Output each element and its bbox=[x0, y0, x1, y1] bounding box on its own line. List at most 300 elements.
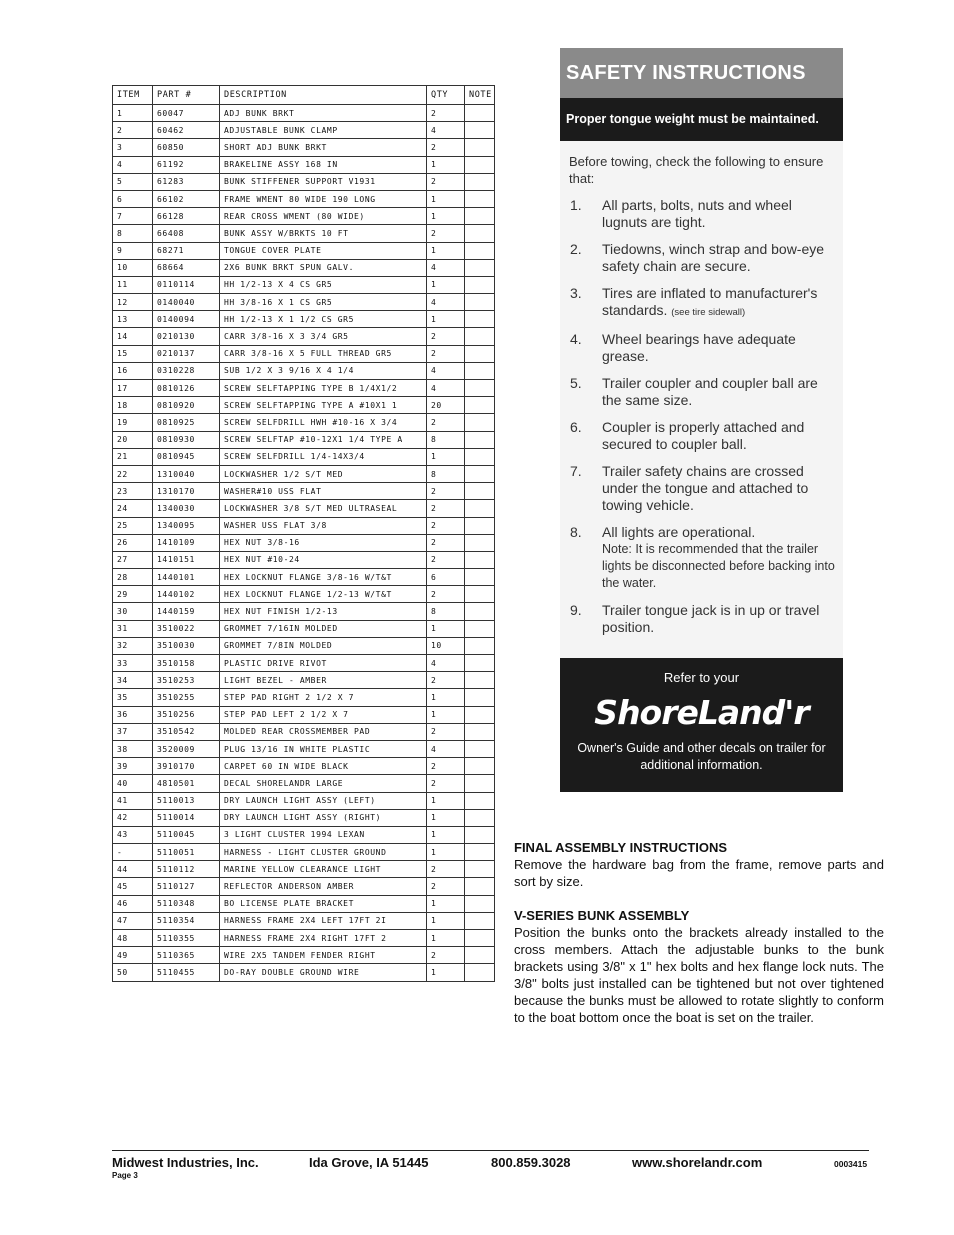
cell-item: 47 bbox=[113, 912, 153, 929]
cell-part: 0310228 bbox=[153, 362, 220, 379]
cell-description: CARPET 60 IN WIDE BLACK bbox=[220, 758, 427, 775]
cell-item: 4 bbox=[113, 156, 153, 173]
cell-qty: 1 bbox=[427, 792, 465, 809]
table-row bbox=[113, 895, 495, 912]
refer-text: Refer to your bbox=[663, 670, 740, 685]
cell-description: HEX LOCKNUT FLANGE 1/2-13 W/T&T bbox=[220, 586, 427, 603]
cell-description: CARR 3/8-16 X 5 FULL THREAD GR5 bbox=[220, 345, 427, 362]
cell-description: HARNESS - LIGHT CLUSTER GROUND bbox=[220, 844, 427, 861]
cell-note bbox=[465, 122, 495, 139]
table-row bbox=[113, 225, 495, 242]
cell-item: 23 bbox=[113, 483, 153, 500]
cell-part: 5110365 bbox=[153, 947, 220, 964]
safety-item bbox=[570, 331, 837, 365]
cell-description: DECAL SHORELANDR LARGE bbox=[220, 775, 427, 792]
cell-description: WASHER#10 USS FLAT bbox=[220, 483, 427, 500]
table-row bbox=[113, 672, 495, 689]
cell-qty: 1 bbox=[427, 964, 465, 981]
cell-note bbox=[465, 397, 495, 414]
cell-part: 3510253 bbox=[153, 672, 220, 689]
cell-item: 12 bbox=[113, 294, 153, 311]
cell-note bbox=[465, 655, 495, 672]
header-note: NOTE bbox=[465, 86, 495, 105]
header-description: DESCRIPTION bbox=[220, 86, 427, 105]
table-row bbox=[113, 826, 495, 843]
cell-description: WIRE 2X5 TANDEM FENDER RIGHT bbox=[220, 947, 427, 964]
cell-description: SHORT ADJ BUNK BRKT bbox=[220, 139, 427, 156]
cell-qty: 2 bbox=[427, 517, 465, 534]
table-row bbox=[113, 483, 495, 500]
shorelandr-logo: ShoreLand'r bbox=[594, 693, 809, 732]
safety-item bbox=[570, 602, 837, 636]
safety-instructions-panel bbox=[560, 48, 843, 792]
table-row bbox=[113, 637, 495, 654]
cell-qty: 1 bbox=[427, 156, 465, 173]
cell-note bbox=[465, 173, 495, 190]
cell-qty: 2 bbox=[427, 672, 465, 689]
cell-note bbox=[465, 603, 495, 620]
table-row bbox=[113, 465, 495, 482]
cell-item: 16 bbox=[113, 362, 153, 379]
table-row bbox=[113, 414, 495, 431]
cell-item: 36 bbox=[113, 706, 153, 723]
cell-note bbox=[465, 964, 495, 981]
safety-item bbox=[570, 241, 837, 275]
cell-note bbox=[465, 328, 495, 345]
cell-qty: 1 bbox=[427, 706, 465, 723]
cell-qty: 1 bbox=[427, 809, 465, 826]
cell-qty: 4 bbox=[427, 294, 465, 311]
cell-part: 3510256 bbox=[153, 706, 220, 723]
cell-note bbox=[465, 380, 495, 397]
cell-item: 1 bbox=[113, 105, 153, 122]
table-row bbox=[113, 208, 495, 225]
table-row bbox=[113, 311, 495, 328]
safety-item-number: 4. bbox=[570, 331, 582, 347]
cell-description: BRAKELINE ASSY 168 IN bbox=[220, 156, 427, 173]
cell-qty: 1 bbox=[427, 895, 465, 912]
cell-item: 10 bbox=[113, 259, 153, 276]
cell-description: HH 1/2-13 X 4 CS GR5 bbox=[220, 276, 427, 293]
footer-city: Ida Grove, IA 51445 bbox=[309, 1155, 429, 1170]
cell-qty: 4 bbox=[427, 380, 465, 397]
table-row bbox=[113, 105, 495, 122]
assembly-instructions bbox=[514, 839, 884, 1026]
cell-qty: 2 bbox=[427, 775, 465, 792]
cell-qty: 10 bbox=[427, 637, 465, 654]
cell-description: HH 3/8-16 X 1 CS GR5 bbox=[220, 294, 427, 311]
table-row bbox=[113, 809, 495, 826]
cell-note bbox=[465, 912, 495, 929]
cell-description: MOLDED REAR CROSSMEMBER PAD bbox=[220, 723, 427, 740]
table-row bbox=[113, 362, 495, 379]
cell-part: 68664 bbox=[153, 259, 220, 276]
cell-qty: 4 bbox=[427, 259, 465, 276]
table-row bbox=[113, 156, 495, 173]
cell-note bbox=[465, 534, 495, 551]
cell-item: 21 bbox=[113, 448, 153, 465]
safety-title: SAFETY INSTRUCTIONS bbox=[560, 48, 843, 98]
cell-item: 2 bbox=[113, 122, 153, 139]
cell-description: 3 LIGHT CLUSTER 1994 LEXAN bbox=[220, 826, 427, 843]
cell-item: 7 bbox=[113, 208, 153, 225]
table-row bbox=[113, 551, 495, 568]
cell-part: 3510542 bbox=[153, 723, 220, 740]
safety-item-text: Tires are inflated to manufacturer's standards. bbox=[602, 285, 818, 318]
bunk-assembly-text: Position the bunks onto the brackets already installed to the cross members. Attach the adjustable bunks to the bunk brackets using 3/8" x 1" hex bolts and hex flange lock nuts. The 3/8" bolts just installed can be tightened but not over tightened because the bunks must be allowed to rotate slightly to conform to the boat bottom once the boat is set on the trailer. bbox=[514, 925, 884, 1025]
cell-note bbox=[465, 190, 495, 207]
cell-part: 60850 bbox=[153, 139, 220, 156]
cell-item: 22 bbox=[113, 465, 153, 482]
cell-qty: 1 bbox=[427, 311, 465, 328]
table-row bbox=[113, 603, 495, 620]
safety-item-number: 6. bbox=[570, 419, 582, 435]
cell-qty: 2 bbox=[427, 551, 465, 568]
cell-note bbox=[465, 551, 495, 568]
safety-checklist bbox=[560, 197, 843, 636]
cell-part: 66408 bbox=[153, 225, 220, 242]
safety-item bbox=[570, 197, 837, 231]
cell-description: HEX NUT #10-24 bbox=[220, 551, 427, 568]
cell-qty: 4 bbox=[427, 740, 465, 757]
cell-note bbox=[465, 689, 495, 706]
cell-qty: 2 bbox=[427, 328, 465, 345]
cell-part: 1410109 bbox=[153, 534, 220, 551]
cell-note bbox=[465, 242, 495, 259]
table-row bbox=[113, 294, 495, 311]
cell-note bbox=[465, 740, 495, 757]
table-row bbox=[113, 431, 495, 448]
table-row bbox=[113, 758, 495, 775]
cell-note bbox=[465, 105, 495, 122]
cell-qty: 20 bbox=[427, 397, 465, 414]
table-row bbox=[113, 930, 495, 947]
safety-item-text: Coupler is properly attached and secured to coupler ball. bbox=[602, 419, 805, 452]
cell-description: PLASTIC DRIVE RIVOT bbox=[220, 655, 427, 672]
table-row bbox=[113, 861, 495, 878]
cell-note bbox=[465, 706, 495, 723]
cell-note bbox=[465, 414, 495, 431]
cell-description: ADJUSTABLE BUNK CLAMP bbox=[220, 122, 427, 139]
cell-qty: 8 bbox=[427, 465, 465, 482]
cell-description: REFLECTOR ANDERSON AMBER bbox=[220, 878, 427, 895]
cell-item: 28 bbox=[113, 569, 153, 586]
safety-item bbox=[570, 419, 837, 453]
cell-description: PLUG 13/16 IN WHITE PLASTIC bbox=[220, 740, 427, 757]
table-header-row bbox=[113, 86, 495, 105]
cell-description: SCREW SELFTAP #10-12X1 1/4 TYPE A bbox=[220, 431, 427, 448]
cell-note bbox=[465, 844, 495, 861]
cell-item: 29 bbox=[113, 586, 153, 603]
table-row bbox=[113, 844, 495, 861]
table-row bbox=[113, 620, 495, 637]
cell-part: 66102 bbox=[153, 190, 220, 207]
cell-note bbox=[465, 792, 495, 809]
table-row bbox=[113, 706, 495, 723]
cell-description: LOCKWASHER 3/8 S/T MED ULTRASEAL bbox=[220, 500, 427, 517]
cell-qty: 2 bbox=[427, 225, 465, 242]
cell-description: BO LICENSE PLATE BRACKET bbox=[220, 895, 427, 912]
cell-description: FRAME WMENT 80 WIDE 190 LONG bbox=[220, 190, 427, 207]
cell-part: 1410151 bbox=[153, 551, 220, 568]
cell-part: 5110051 bbox=[153, 844, 220, 861]
cell-part: 0810920 bbox=[153, 397, 220, 414]
safety-banner: Proper tongue weight must be maintained. bbox=[560, 98, 843, 141]
safety-item-number: 3. bbox=[570, 285, 582, 301]
cell-description: LIGHT BEZEL - AMBER bbox=[220, 672, 427, 689]
cell-note bbox=[465, 775, 495, 792]
owner-guide-text: Owner's Guide and other decals on trailer for additional information. bbox=[577, 741, 826, 772]
cell-part: 3510158 bbox=[153, 655, 220, 672]
cell-part: 0140040 bbox=[153, 294, 220, 311]
footer bbox=[112, 1155, 869, 1175]
table-row bbox=[113, 723, 495, 740]
table-row bbox=[113, 689, 495, 706]
table-row bbox=[113, 655, 495, 672]
cell-item: 45 bbox=[113, 878, 153, 895]
cell-part: 5110014 bbox=[153, 809, 220, 826]
page-number: Page 3 bbox=[112, 1171, 138, 1180]
cell-note bbox=[465, 826, 495, 843]
shorelandr-box bbox=[560, 658, 843, 792]
cell-item: 46 bbox=[113, 895, 153, 912]
cell-part: 5110355 bbox=[153, 930, 220, 947]
cell-qty: 8 bbox=[427, 603, 465, 620]
cell-note bbox=[465, 758, 495, 775]
cell-qty: 2 bbox=[427, 723, 465, 740]
cell-qty: 2 bbox=[427, 534, 465, 551]
table-row bbox=[113, 792, 495, 809]
safety-item-number: 1. bbox=[570, 197, 582, 213]
cell-note bbox=[465, 500, 495, 517]
table-row bbox=[113, 964, 495, 981]
cell-note bbox=[465, 362, 495, 379]
cell-description: MARINE YELLOW CLEARANCE LIGHT bbox=[220, 861, 427, 878]
table-row bbox=[113, 380, 495, 397]
table-row bbox=[113, 259, 495, 276]
cell-part: 4810501 bbox=[153, 775, 220, 792]
cell-description: DRY LAUNCH LIGHT ASSY (RIGHT) bbox=[220, 809, 427, 826]
cell-qty: 1 bbox=[427, 844, 465, 861]
cell-note bbox=[465, 517, 495, 534]
safety-item-hint: (see tire sidewall) bbox=[671, 307, 746, 318]
cell-description: GROMMET 7/16IN MOLDED bbox=[220, 620, 427, 637]
parts-table-body bbox=[113, 105, 495, 982]
cell-item: 42 bbox=[113, 809, 153, 826]
cell-note bbox=[465, 930, 495, 947]
cell-item: 37 bbox=[113, 723, 153, 740]
cell-qty: 2 bbox=[427, 758, 465, 775]
cell-part: 5110045 bbox=[153, 826, 220, 843]
safety-item-number: 8. bbox=[570, 524, 582, 540]
cell-description: BUNK ASSY W/BRKTS 10 FT bbox=[220, 225, 427, 242]
safety-item-note: Note: It is recommended that the trailer lights be disconnected before backing into the water. bbox=[602, 542, 835, 590]
cell-note bbox=[465, 225, 495, 242]
cell-part: 0810126 bbox=[153, 380, 220, 397]
cell-description: SUB 1/2 X 3 9/16 X 4 1/4 bbox=[220, 362, 427, 379]
cell-qty: 1 bbox=[427, 620, 465, 637]
cell-note bbox=[465, 637, 495, 654]
cell-note bbox=[465, 809, 495, 826]
cell-note bbox=[465, 294, 495, 311]
cell-item: 3 bbox=[113, 139, 153, 156]
table-row bbox=[113, 190, 495, 207]
cell-note bbox=[465, 620, 495, 637]
safety-item-text: All lights are operational. bbox=[602, 524, 756, 540]
cell-item: 34 bbox=[113, 672, 153, 689]
cell-part: 0810925 bbox=[153, 414, 220, 431]
cell-description: CARR 3/8-16 X 3 3/4 GR5 bbox=[220, 328, 427, 345]
cell-part: 1310170 bbox=[153, 483, 220, 500]
cell-qty: 2 bbox=[427, 483, 465, 500]
table-row bbox=[113, 122, 495, 139]
cell-qty: 2 bbox=[427, 878, 465, 895]
cell-part: 5110112 bbox=[153, 861, 220, 878]
footer-doc-code: 0003415 bbox=[834, 1159, 868, 1169]
cell-item: 39 bbox=[113, 758, 153, 775]
cell-qty: 2 bbox=[427, 105, 465, 122]
cell-part: 60047 bbox=[153, 105, 220, 122]
header-qty: QTY bbox=[427, 86, 465, 105]
cell-qty: 1 bbox=[427, 448, 465, 465]
cell-description: STEP PAD RIGHT 2 1/2 X 7 bbox=[220, 689, 427, 706]
cell-description: REAR CROSS WMENT (80 WIDE) bbox=[220, 208, 427, 225]
cell-part: 1340095 bbox=[153, 517, 220, 534]
cell-qty: 1 bbox=[427, 208, 465, 225]
cell-item: 19 bbox=[113, 414, 153, 431]
cell-item: 18 bbox=[113, 397, 153, 414]
header-item: ITEM bbox=[113, 86, 153, 105]
cell-part: 1440159 bbox=[153, 603, 220, 620]
final-assembly-text: Remove the hardware bag from the frame, remove parts and sort by size. bbox=[514, 857, 884, 889]
footer-phone: 800.859.3028 bbox=[491, 1155, 571, 1170]
safety-item-number: 7. bbox=[570, 463, 582, 479]
cell-item: 48 bbox=[113, 930, 153, 947]
cell-qty: 2 bbox=[427, 345, 465, 362]
cell-description: 2X6 BUNK BRKT SPUN GALV. bbox=[220, 259, 427, 276]
cell-part: 0210137 bbox=[153, 345, 220, 362]
table-row bbox=[113, 242, 495, 259]
cell-item: 25 bbox=[113, 517, 153, 534]
cell-item: 5 bbox=[113, 173, 153, 190]
safety-item-number: 5. bbox=[570, 375, 582, 391]
cell-part: 0140094 bbox=[153, 311, 220, 328]
cell-description: HARNESS FRAME 2X4 RIGHT 17FT 2 bbox=[220, 930, 427, 947]
cell-description: SCREW SELFDRILL 1/4-14X3/4 bbox=[220, 448, 427, 465]
cell-item: 26 bbox=[113, 534, 153, 551]
cell-item: 33 bbox=[113, 655, 153, 672]
cell-description: DRY LAUNCH LIGHT ASSY (LEFT) bbox=[220, 792, 427, 809]
bunk-assembly-heading: V-SERIES BUNK ASSEMBLY bbox=[514, 908, 690, 923]
cell-part: 0210130 bbox=[153, 328, 220, 345]
cell-part: 5110013 bbox=[153, 792, 220, 809]
cell-part: 1310040 bbox=[153, 465, 220, 482]
safety-item bbox=[570, 463, 837, 514]
table-row bbox=[113, 534, 495, 551]
table-row bbox=[113, 397, 495, 414]
cell-item: 20 bbox=[113, 431, 153, 448]
cell-description: ADJ BUNK BRKT bbox=[220, 105, 427, 122]
cell-item: 44 bbox=[113, 861, 153, 878]
cell-note bbox=[465, 861, 495, 878]
cell-note bbox=[465, 311, 495, 328]
cell-part: 0110114 bbox=[153, 276, 220, 293]
cell-part: 3510255 bbox=[153, 689, 220, 706]
table-row bbox=[113, 448, 495, 465]
cell-qty: 4 bbox=[427, 655, 465, 672]
cell-part: 66128 bbox=[153, 208, 220, 225]
cell-note bbox=[465, 208, 495, 225]
cell-note bbox=[465, 431, 495, 448]
cell-part: 3910170 bbox=[153, 758, 220, 775]
cell-qty: 4 bbox=[427, 362, 465, 379]
header-part: PART # bbox=[153, 86, 220, 105]
cell-part: 5110354 bbox=[153, 912, 220, 929]
cell-note bbox=[465, 895, 495, 912]
cell-note bbox=[465, 586, 495, 603]
final-assembly-heading: FINAL ASSEMBLY INSTRUCTIONS bbox=[514, 840, 728, 855]
table-row bbox=[113, 947, 495, 964]
cell-part: 1440101 bbox=[153, 569, 220, 586]
cell-item: 31 bbox=[113, 620, 153, 637]
cell-description: SCREW SELFTAPPING TYPE A #10X1 1 bbox=[220, 397, 427, 414]
cell-qty: 4 bbox=[427, 122, 465, 139]
cell-qty: 1 bbox=[427, 276, 465, 293]
cell-description: TONGUE COVER PLATE bbox=[220, 242, 427, 259]
cell-part: 0810930 bbox=[153, 431, 220, 448]
cell-note bbox=[465, 259, 495, 276]
cell-item: 50 bbox=[113, 964, 153, 981]
cell-description: HEX LOCKNUT FLANGE 3/8-16 W/T&T bbox=[220, 569, 427, 586]
cell-item: 35 bbox=[113, 689, 153, 706]
table-row bbox=[113, 912, 495, 929]
footer-company: Midwest Industries, Inc. bbox=[112, 1155, 259, 1170]
table-row bbox=[113, 775, 495, 792]
safety-item bbox=[570, 524, 837, 592]
cell-note bbox=[465, 345, 495, 362]
table-row bbox=[113, 139, 495, 156]
cell-item: 8 bbox=[113, 225, 153, 242]
cell-part: 68271 bbox=[153, 242, 220, 259]
safety-item-text: Tiedowns, winch strap and bow-eye safety chain are secure. bbox=[602, 241, 825, 274]
cell-description: LOCKWASHER 1/2 S/T MED bbox=[220, 465, 427, 482]
cell-qty: 2 bbox=[427, 586, 465, 603]
cell-note bbox=[465, 448, 495, 465]
cell-qty: 2 bbox=[427, 500, 465, 517]
safety-item-number: 2. bbox=[570, 241, 582, 257]
cell-part: 5110348 bbox=[153, 895, 220, 912]
cell-part: 5110455 bbox=[153, 964, 220, 981]
cell-description: GROMMET 7/8IN MOLDED bbox=[220, 637, 427, 654]
cell-note bbox=[465, 569, 495, 586]
cell-part: 61283 bbox=[153, 173, 220, 190]
cell-part: 3510022 bbox=[153, 620, 220, 637]
cell-item: 13 bbox=[113, 311, 153, 328]
table-row bbox=[113, 328, 495, 345]
cell-description: HEX NUT 3/8-16 bbox=[220, 534, 427, 551]
cell-qty: 1 bbox=[427, 689, 465, 706]
parts-table bbox=[112, 85, 495, 982]
cell-note bbox=[465, 276, 495, 293]
cell-qty: 1 bbox=[427, 826, 465, 843]
table-row bbox=[113, 345, 495, 362]
table-row bbox=[113, 586, 495, 603]
cell-note bbox=[465, 139, 495, 156]
cell-item: 9 bbox=[113, 242, 153, 259]
safety-item-text: All parts, bolts, nuts and wheel lugnuts are tight. bbox=[602, 197, 792, 230]
safety-item-text: Trailer safety chains are crossed under the tongue and attached to towing vehicle. bbox=[602, 463, 809, 513]
cell-qty: 1 bbox=[427, 242, 465, 259]
